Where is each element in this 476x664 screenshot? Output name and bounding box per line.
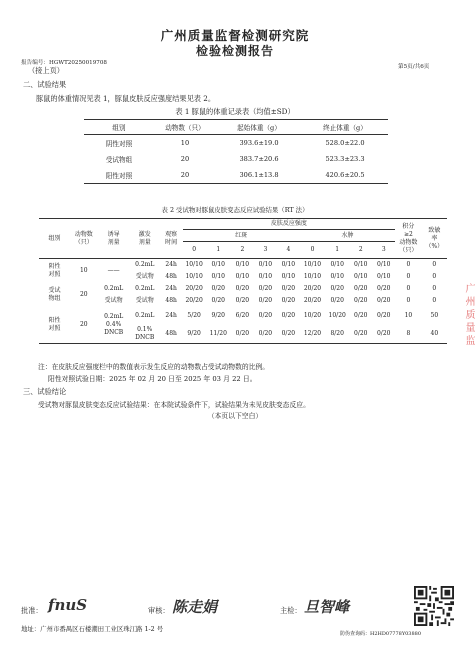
table-cell: 11/20 — [206, 325, 231, 344]
table-cell: 10 — [404, 312, 413, 319]
table-cell: 0/10 — [258, 273, 273, 280]
table-cell: 0 — [432, 285, 437, 292]
table-cell: 20/20 — [303, 297, 322, 304]
table-cell: 48h — [165, 297, 177, 304]
table-cell: 528.0±22.0 — [325, 139, 365, 147]
table-header-row — [84, 120, 388, 135]
blank-below-label: （本页以下空白） — [207, 412, 263, 420]
dose-line: 0.2mL — [104, 313, 124, 320]
header-label: 组别 — [48, 234, 61, 242]
table-cell: 20/20 — [185, 285, 203, 292]
table-cell: 10/10 — [185, 261, 203, 268]
table-cell: 0 — [432, 297, 437, 304]
column-header: 终止体重（g） — [302, 120, 388, 135]
table-cell: 20 — [180, 155, 190, 163]
header-label: 激发 — [138, 230, 151, 238]
table-cell: 0/20 — [258, 297, 273, 304]
table-cell: 0/20 — [254, 325, 277, 344]
table-header-row — [39, 219, 447, 230]
report-number: 报告编号：HGWT20250019708 — [21, 60, 107, 66]
header-induce — [98, 219, 130, 259]
induce-dose: 0.2mL — [104, 285, 124, 292]
table-cell: 0 — [406, 273, 411, 280]
table1-caption: 表 1 豚鼠的体重记录表（均值±SD） — [175, 107, 295, 116]
group-name — [39, 259, 70, 284]
table-cell: 8 — [395, 325, 421, 344]
table-cell: 50 — [430, 312, 439, 319]
table-cell: 0 — [432, 273, 437, 280]
table-cell: 12/20 — [300, 325, 325, 344]
positive-control-date: 阳性对照试验日期：2025 年 02 月 20 日至 2025 年 03 月 22 日。 — [48, 375, 257, 383]
header-label: 剂量 — [138, 238, 151, 246]
table-cell: 0/20 — [372, 325, 395, 344]
table-cell: 0/10 — [330, 273, 344, 280]
inspect-label: 主检： — [280, 606, 302, 615]
excite-dose: 0.2mL — [135, 261, 155, 268]
table-cell: 20/20 — [185, 297, 203, 304]
table-cell: 10/10 — [185, 273, 203, 280]
group-name-line: 物组 — [48, 295, 61, 302]
anti-fake-code: 防伪查询码：H2HD07778Y03880 — [340, 631, 422, 637]
header-label: 动物数 — [74, 230, 93, 238]
table-cell: 0/20 — [231, 325, 254, 344]
header-label: ≥2 — [404, 230, 413, 238]
report-title: 检验检测报告 — [195, 44, 274, 58]
table-cell: 0/10 — [354, 261, 368, 268]
score-header: 1 — [206, 242, 231, 259]
table-cell: 48h — [160, 325, 183, 344]
qr-code-icon — [414, 586, 454, 626]
header-label: 率 — [431, 234, 438, 242]
table-cell: 0/10 — [235, 273, 250, 280]
table-cell: 0/20 — [349, 325, 372, 344]
table-cell: 0/20 — [211, 285, 225, 292]
group-name-line: 阴性 — [48, 263, 61, 270]
score-header: 2 — [349, 242, 372, 259]
table-cell: 0/20 — [376, 312, 391, 319]
section-2-heading: 二、试验结果 — [23, 80, 67, 89]
table-cell: 5/20 — [187, 312, 201, 319]
score-header: 4 — [277, 242, 300, 259]
table-cell: 0 — [406, 297, 411, 304]
table-cell: 9/20 — [211, 312, 225, 319]
table-cell: 0/10 — [211, 261, 225, 268]
table-cell: 0 — [432, 261, 437, 268]
group-name-line: 对照 — [48, 271, 61, 278]
table-cell: 0/20 — [376, 297, 391, 304]
header-label: 动物数 — [399, 238, 418, 246]
inspect-signature: 旦智峰 — [304, 598, 350, 616]
dose-line: DNCB — [135, 334, 155, 341]
table-cell: 306.1±13.8 — [216, 167, 302, 184]
table-cell: 383.7±20.6 — [239, 155, 279, 163]
group-name — [39, 307, 70, 344]
group-count: 20 — [70, 307, 98, 344]
table-cell: 0/10 — [211, 273, 225, 280]
table-cell: 8/20 — [325, 325, 349, 344]
table-cell: 9/20 — [183, 325, 206, 344]
header-label: 剂量 — [107, 238, 120, 246]
continued-label: （接上页） — [28, 66, 64, 75]
table-cell: 0/20 — [354, 297, 368, 304]
table-row — [84, 167, 388, 184]
table-row — [84, 151, 388, 167]
table-cell: 0/10 — [281, 261, 296, 268]
table-cell: 0/20 — [376, 285, 391, 292]
table-cell: 0/20 — [277, 325, 300, 344]
score-header: 3 — [254, 242, 277, 259]
table-cell: 40 — [422, 325, 447, 344]
header-edema: 水肿 — [300, 230, 395, 242]
table-cell: 0/20 — [258, 285, 273, 292]
table-cell: 0/20 — [258, 312, 273, 319]
excite-dose: 受试物 — [135, 273, 154, 280]
table-cell: 10/10 — [303, 261, 322, 268]
table-cell: 0/20 — [235, 285, 250, 292]
group-count: 10 — [79, 267, 88, 274]
table-row — [39, 295, 447, 307]
table-cell: 0/20 — [235, 297, 250, 304]
score-header: 0 — [183, 242, 206, 259]
table-note: 注：在皮肤反应强度栏中的数值表示发生反应的动物数占受试动物数的比例。 — [38, 363, 270, 371]
group-count: 20 — [79, 291, 88, 298]
table-cell: 0/10 — [354, 273, 368, 280]
institute-title: 广州质量监督检测研究院 — [160, 28, 310, 43]
table-cell: 0 — [406, 285, 411, 292]
header-count — [70, 219, 98, 259]
table-cell: 0/10 — [330, 261, 344, 268]
table-cell: 0/10 — [281, 273, 296, 280]
conclusion-text: 受试物对豚鼠皮肤变态反应试验结果：在本院试验条件下，试验结果为未见皮肤变态反应。 — [38, 401, 310, 409]
header-group — [39, 219, 70, 259]
table-cell: 0/10 — [376, 273, 391, 280]
skin-reaction-table — [39, 218, 447, 344]
header-erythema: 红斑 — [183, 230, 300, 242]
table-row — [84, 135, 388, 152]
approve-label: 批准： — [21, 606, 43, 615]
excite-dose — [130, 325, 160, 344]
table-cell: 10/20 — [303, 312, 322, 319]
score-header: 3 — [372, 242, 395, 259]
header-label: 积分 — [402, 222, 415, 230]
dose-line: 0.1% — [137, 326, 153, 333]
table-cell: 6/20 — [235, 312, 250, 319]
header-label: 致敏 — [428, 226, 441, 234]
table-cell: 20/20 — [303, 285, 322, 292]
table-cell: 0/10 — [258, 261, 273, 268]
section-2-intro: 豚鼠的体重情况见表 1，豚鼠皮肤反应强度结果见表 2。 — [36, 94, 216, 103]
header-label: （只） — [74, 238, 93, 246]
header-label: （只） — [399, 246, 418, 254]
table-cell: 10/20 — [328, 312, 346, 319]
table-row — [39, 283, 447, 295]
table-cell: 393.6±19.0 — [239, 139, 279, 147]
column-header: 起始体重（g） — [216, 120, 302, 135]
table-cell: 受试物组 — [105, 156, 133, 164]
header-label: 时间 — [165, 238, 178, 246]
table-cell: 0/20 — [281, 297, 296, 304]
table-cell: 0/20 — [281, 285, 296, 292]
induce-dose — [98, 307, 130, 344]
group-name-line: 阳性 — [48, 317, 61, 324]
review-signature: 陈走娟 — [172, 598, 218, 616]
section-3-heading: 三、试验结论 — [23, 387, 67, 396]
header-label: 观察 — [165, 230, 178, 238]
header-label: （%） — [425, 242, 444, 250]
column-header: 组别 — [84, 120, 154, 135]
page-number: 第5页/共6页 — [398, 64, 430, 70]
excite-dose: 0.2mL — [135, 312, 155, 319]
score-header: 0 — [300, 242, 325, 259]
table-cell: 24h — [165, 285, 177, 292]
table-cell: 10 — [180, 139, 190, 147]
table2-caption: 表 2 受试物对豚鼠皮肤变态反应试验结果（RT 法） — [161, 206, 309, 214]
table-row — [39, 307, 447, 325]
group-name-line: 受试 — [48, 287, 61, 294]
table-cell: 420.6±20.5 — [302, 167, 388, 184]
header-score — [395, 219, 421, 259]
excite-dose: 0.2mL — [135, 285, 155, 292]
table-cell: 阴性对照 — [105, 140, 133, 148]
induce-dose: 受试物 — [104, 297, 123, 304]
table-cell: 0/20 — [330, 285, 344, 292]
score-header: 2 — [231, 242, 254, 259]
table-cell: 0/20 — [354, 312, 368, 319]
dose-line: 0.4% — [106, 321, 122, 328]
table-cell: 0/10 — [376, 261, 391, 268]
score-header: 1 — [325, 242, 349, 259]
table-cell: 阳性对照 — [84, 167, 154, 184]
table-cell: 20 — [154, 167, 216, 184]
table-cell: 0/20 — [330, 297, 344, 304]
review-label: 审核： — [148, 606, 170, 615]
header-skin: 皮肤反应强度 — [183, 219, 396, 230]
group-name — [39, 283, 70, 307]
address: 地址：广州市番禺区石楼潮田工业区珠江路 1-2 号 — [21, 625, 164, 633]
dose-line: DNCB — [104, 329, 124, 336]
table-cell: 24h — [165, 261, 177, 268]
table-cell: 48h — [165, 273, 177, 280]
table-cell: 24h — [165, 312, 177, 319]
weight-table — [84, 119, 388, 184]
table-cell: 10/10 — [303, 273, 322, 280]
column-header: 动物数（只） — [154, 120, 216, 135]
header-label: 诱导 — [107, 230, 120, 238]
table-row — [39, 259, 447, 272]
header-excite — [130, 219, 160, 259]
red-seal-stamp: 广州质量监 — [463, 283, 474, 348]
table-cell: 0/20 — [211, 297, 225, 304]
induce-dose: —— — [107, 267, 120, 274]
table-cell: 0/10 — [235, 261, 250, 268]
table-cell: 0/20 — [354, 285, 368, 292]
header-obs — [160, 219, 183, 259]
header-rate — [422, 219, 447, 259]
excite-dose: 受试物 — [135, 297, 154, 304]
table-cell: 0 — [406, 261, 411, 268]
table-cell: 0/20 — [281, 312, 296, 319]
group-name-line: 对照 — [48, 325, 61, 332]
table-cell: 523.3±23.3 — [325, 155, 365, 163]
approve-signature: fnuS — [48, 596, 88, 614]
